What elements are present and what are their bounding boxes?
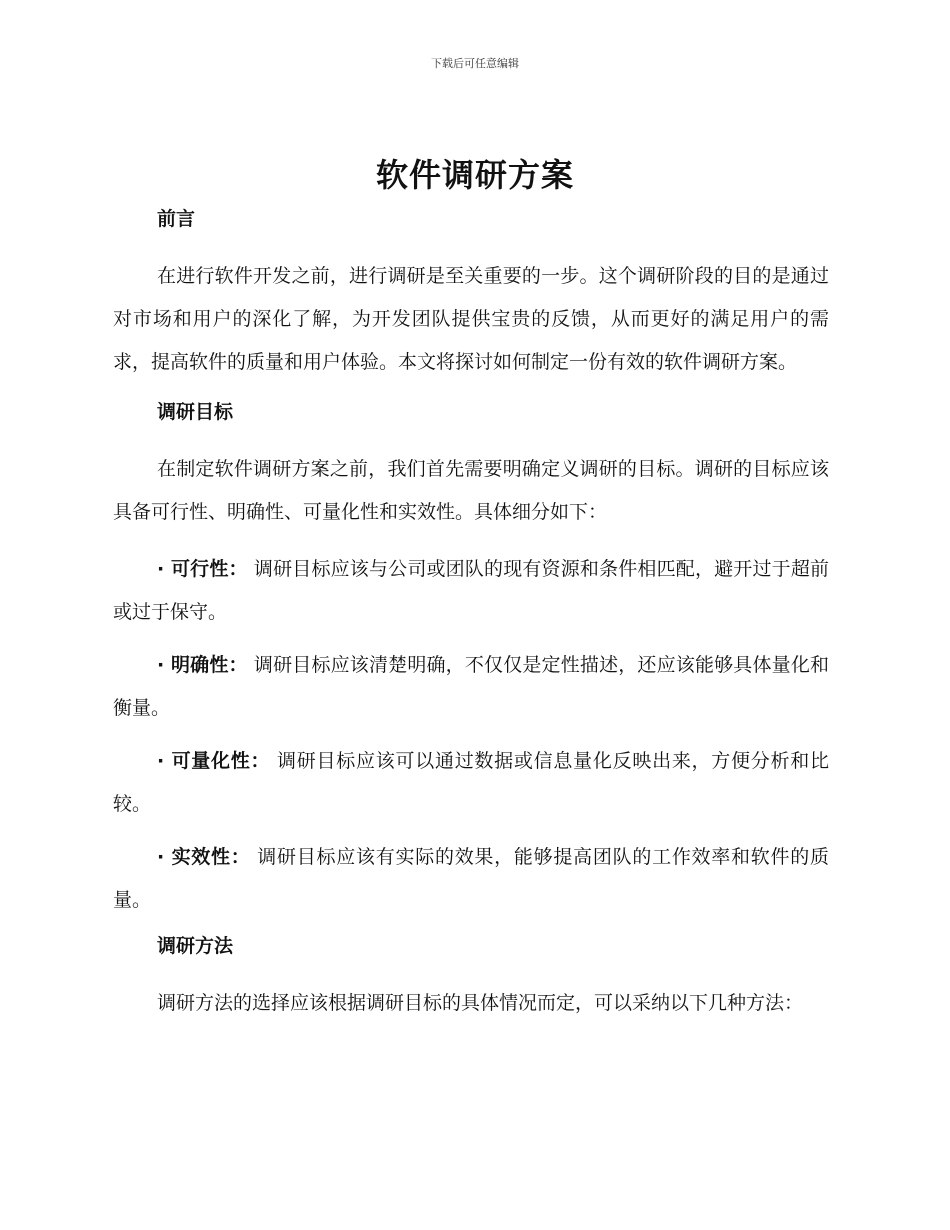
bullet-term: · 可行性：	[157, 558, 248, 580]
bullet-item-feasibility	[113, 548, 829, 634]
bullet-term: · 实效性：	[157, 846, 251, 868]
bullet-item-clarity	[113, 644, 829, 730]
paragraph: 调研方法的选择应该根据调研目标的具体情况而定，可以采纳以下几种方法：	[157, 992, 804, 1014]
bullet-item-quantifiability	[113, 740, 829, 826]
paragraph: 在进行软件开发之前，进行调研是至关重要的一步。这个调研阶段的目的是通过对市场和用户的深化了解，为开发团队提供宝贵的反馈，从而更好的满足用户的需求，提高软件的质量和用户体验。本文将探讨如何制定一份有效的软件调研方案。	[113, 265, 829, 373]
section-heading: 前言	[157, 208, 196, 230]
bullet-text: 调研目标应该与公司或团队的现有资源和条件相匹配，避开过于超前或过于保守。	[113, 558, 829, 623]
section-heading: 调研目标	[157, 401, 234, 423]
bullet-term: · 明确性：	[157, 654, 248, 676]
bullet-term: · 可量化性：	[157, 750, 271, 772]
paragraph: 在制定软件调研方案之前，我们首先需要明确定义调研的目标。调研的目标应该具备可行性、明确性、可量化性和实效性。具体细分如下：	[113, 458, 829, 523]
section-research-goals	[113, 398, 829, 922]
page-header-note: 下载后可任意编辑	[431, 57, 519, 70]
bullet-text: 调研目标应该可以通过数据或信息量化反映出来，方便分析和比较。	[113, 750, 829, 815]
section-preface	[113, 205, 829, 384]
section-research-methods	[113, 932, 829, 1025]
bullet-text: 调研目标应该清楚明确，不仅仅是定性描述，还应该能够具体量化和衡量。	[113, 654, 829, 719]
bullet-item-effectiveness	[113, 836, 829, 922]
document-title: 软件调研方案	[375, 156, 574, 194]
section-heading: 调研方法	[157, 935, 234, 957]
document-body	[113, 205, 829, 1039]
bullet-text: 调研目标应该有实际的效果，能够提高团队的工作效率和软件的质量。	[113, 846, 829, 911]
